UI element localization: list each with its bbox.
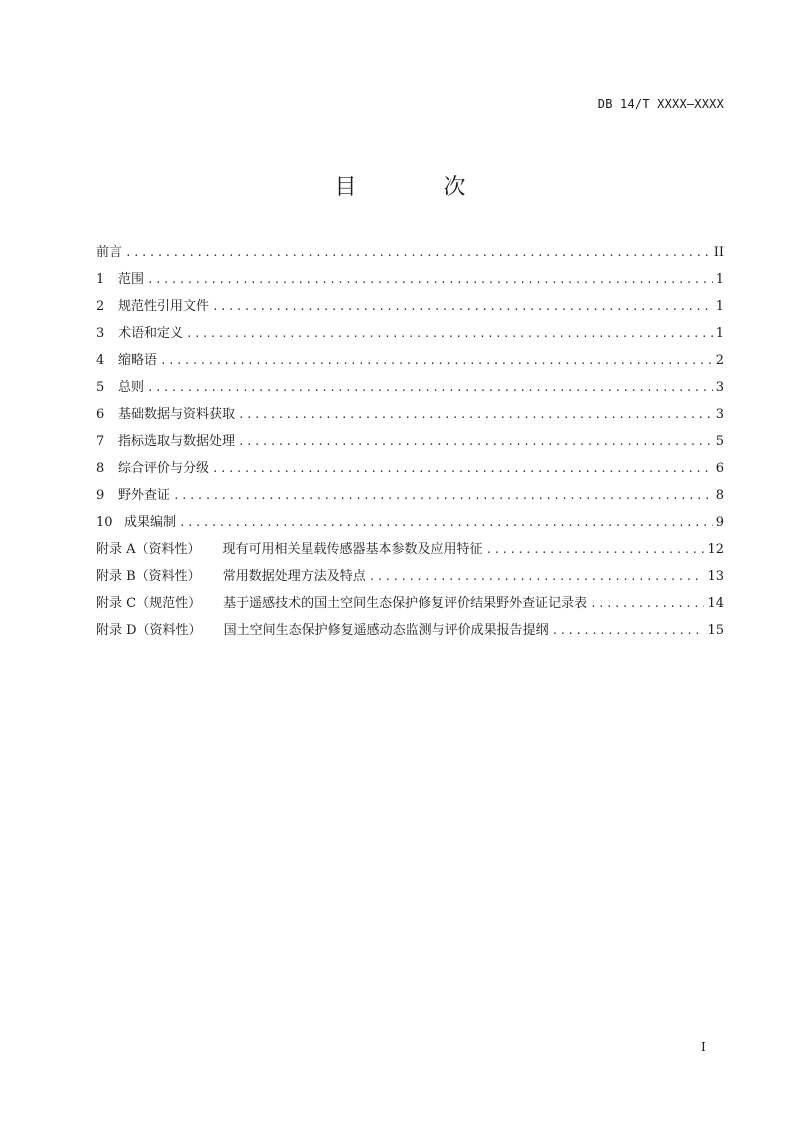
toc-entry-10[interactable] (96, 511, 724, 538)
toc-entry-2[interactable] (96, 295, 724, 322)
dot-leader (212, 300, 713, 313)
dot-leader (160, 354, 713, 367)
toc-entry-foreword[interactable] (96, 241, 724, 268)
toc-entry-page: 15 (707, 623, 724, 638)
toc-entry-number: 4 (96, 353, 105, 368)
toc-entry-6[interactable] (96, 403, 724, 430)
toc-entry-label: 野外查证 (118, 488, 171, 503)
toc-entry-number: 8 (96, 461, 105, 476)
toc-annex-c[interactable] (96, 592, 724, 619)
annex-label: 现有可用相关星载传感器基本参数及应用特征 (222, 542, 483, 557)
toc-entry-number: 5 (96, 380, 105, 395)
toc-entry-1[interactable] (96, 268, 724, 295)
toc-entry-4[interactable] (96, 349, 724, 376)
toc-entry-page: 6 (715, 461, 724, 476)
toc-entry-label: 总则 (118, 380, 145, 395)
annex-label: 基于遥感技术的国土空间生态保护修复评价结果野外查证记录表 (223, 596, 588, 611)
toc-entry-page: 12 (707, 542, 724, 557)
dot-leader (552, 624, 705, 637)
annex-label: 常用数据处理方法及特点 (222, 569, 366, 584)
toc-annex-a[interactable] (96, 538, 724, 565)
toc-entry-number: 9 (96, 488, 105, 503)
annex-label: 国土空间生态保护修复遥感动态监测与评价成果报告提纲 (223, 623, 549, 638)
dot-leader (238, 408, 713, 421)
toc-entry-page: 1 (715, 326, 724, 341)
toc-entry-number: 2 (96, 299, 105, 314)
annex-prefix: 附录 C（规范性） (96, 596, 202, 611)
document-code: DB 14/T XXXX—XXXX (597, 97, 724, 111)
dot-leader (179, 516, 713, 529)
toc-entry-label: 范围 (118, 272, 145, 287)
toc-entry-3[interactable] (96, 322, 724, 349)
dot-leader (212, 462, 713, 475)
toc-entry-page: 14 (707, 596, 724, 611)
toc-entry-label: 基础数据与资料获取 (118, 407, 236, 422)
toc-entry-page: 8 (715, 488, 724, 503)
table-of-contents (96, 241, 724, 646)
toc-entry-number: 1 (96, 272, 105, 287)
toc-entry-number: 7 (96, 434, 105, 449)
toc-entry-number: 3 (96, 326, 105, 341)
dot-leader (173, 489, 713, 502)
toc-entry-page: 3 (715, 407, 724, 422)
toc-entry-number: 6 (96, 407, 105, 422)
toc-entry-label: 综合评价与分级 (118, 461, 210, 476)
toc-entry-page: 1 (715, 272, 724, 287)
toc-entry-label: 成果编制 (124, 515, 177, 530)
toc-entry-9[interactable] (96, 484, 724, 511)
toc-entry-page: 2 (715, 353, 724, 368)
annex-prefix: 附录 D（资料性） (96, 623, 202, 638)
toc-entry-label: 规范性引用文件 (118, 299, 210, 314)
toc-entry-label: 缩略语 (118, 353, 158, 368)
page-title: 目 次 (334, 175, 506, 200)
annex-prefix: 附录 B（资料性） (96, 569, 201, 584)
toc-entry-label: 前言 (96, 245, 123, 260)
dot-leader (147, 381, 713, 394)
dot-leader (238, 435, 713, 448)
toc-entry-page: 13 (707, 569, 724, 584)
dot-leader (125, 246, 711, 259)
dot-leader (186, 327, 713, 340)
toc-entry-page: 5 (715, 434, 724, 449)
toc-entry-label: 术语和定义 (118, 326, 184, 341)
toc-entry-page: 3 (715, 380, 724, 395)
toc-entry-label: 指标选取与数据处理 (118, 434, 236, 449)
toc-entry-page: 9 (715, 515, 724, 530)
toc-annex-d[interactable] (96, 619, 724, 646)
toc-entry-8[interactable] (96, 457, 724, 484)
toc-entry-5[interactable] (96, 376, 724, 403)
toc-annex-b[interactable] (96, 565, 724, 592)
annex-prefix: 附录 A（资料性） (96, 542, 201, 557)
dot-leader (369, 570, 705, 583)
toc-entry-7[interactable] (96, 430, 724, 457)
dot-leader (486, 543, 705, 556)
dot-leader (147, 273, 713, 286)
toc-entry-number: 10 (96, 515, 113, 530)
dot-leader (590, 597, 704, 610)
toc-entry-page: 1 (715, 299, 724, 314)
toc-entry-page: II (713, 245, 724, 260)
page-number: I (701, 1040, 706, 1054)
